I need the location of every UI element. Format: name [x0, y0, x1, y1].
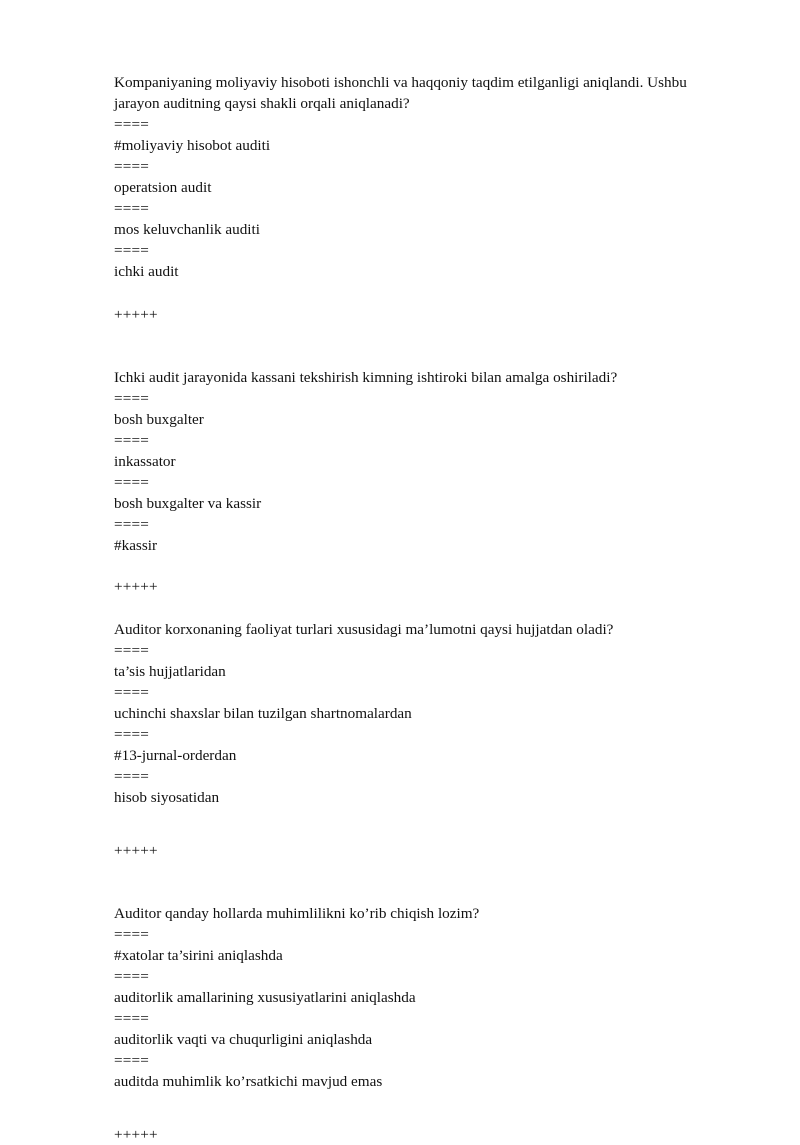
question-text: Auditor qanday hollarda muhimlilikni ko’rib chiqish lozim?	[114, 905, 480, 922]
answer-option: ta’sis hujjatlaridan	[114, 663, 226, 680]
answer-separator: ====	[114, 158, 150, 175]
spacer	[114, 556, 728, 576]
answer-separator: ====	[114, 968, 150, 985]
question-block	[114, 903, 728, 1145]
answer-option: bosh buxgalter va kassir	[114, 495, 262, 512]
answer-option: auditda muhimlik ko’rsatkichi mavjud emas	[114, 1073, 383, 1090]
answer-option: uchinchi shaxslar bilan tuzilgan shartnomalardan	[114, 705, 412, 722]
spacer	[114, 282, 728, 304]
spacer	[114, 325, 728, 367]
answer-option: operatsion audit	[114, 179, 212, 196]
answer-separator: ====	[114, 200, 150, 217]
answer-option: bosh buxgalter	[114, 411, 204, 428]
answer-separator: ====	[114, 116, 150, 133]
answer-separator: ====	[114, 768, 150, 785]
answer-option: mos keluvchanlik auditi	[114, 221, 260, 238]
answer-option: #moliyaviy hisobot auditi	[114, 137, 271, 154]
answer-separator: ====	[114, 516, 150, 533]
block-separator: +++++	[114, 842, 158, 859]
answer-separator: ====	[114, 474, 150, 491]
answer-option: #13-jurnal-orderdan	[114, 747, 237, 764]
question-text: Auditor korxonaning faoliyat turlari xususidagi ma’lumotni qaysi hujjatdan oladi?	[114, 621, 614, 638]
spacer	[114, 597, 728, 619]
answer-option: auditorlik vaqti va chuqurligini aniqlashda	[114, 1031, 373, 1048]
answer-separator: ====	[114, 642, 150, 659]
answer-option: auditorlik amallarining xususiyatlarini aniqlashda	[114, 989, 416, 1006]
answer-separator: ====	[114, 390, 150, 407]
question-block	[114, 72, 728, 325]
block-separator: +++++	[114, 306, 158, 323]
answer-separator: ====	[114, 726, 150, 743]
answer-option: ichki audit	[114, 263, 179, 280]
answer-separator: ====	[114, 242, 150, 259]
block-separator: +++++	[114, 578, 158, 595]
answer-separator: ====	[114, 684, 150, 701]
spacer	[114, 1092, 728, 1124]
answer-option: inkassator	[114, 453, 176, 470]
document-content	[114, 72, 728, 1145]
question-text: Ichki audit jarayonida kassani tekshirish kimning ishtiroki bilan amalga oshiriladi?	[114, 369, 618, 386]
block-separator: +++++	[114, 1126, 158, 1143]
question-text: Kompaniyaning moliyaviy hisoboti ishonchli va haqqoniy taqdim etilganligi aniqlandi. Ushbu jarayon auditning qaysi shakli orqali aniqlanadi?	[114, 74, 687, 112]
answer-option: hisob siyosatidan	[114, 789, 220, 806]
spacer	[114, 861, 728, 903]
answer-separator: ====	[114, 1052, 150, 1069]
question-block	[114, 367, 728, 597]
question-block	[114, 619, 728, 861]
answer-separator: ====	[114, 432, 150, 449]
answer-separator: ====	[114, 926, 150, 943]
answer-option: #kassir	[114, 537, 158, 554]
answer-separator: ====	[114, 1010, 150, 1027]
spacer	[114, 808, 728, 840]
answer-option: #xatolar ta’sirini aniqlashda	[114, 947, 283, 964]
